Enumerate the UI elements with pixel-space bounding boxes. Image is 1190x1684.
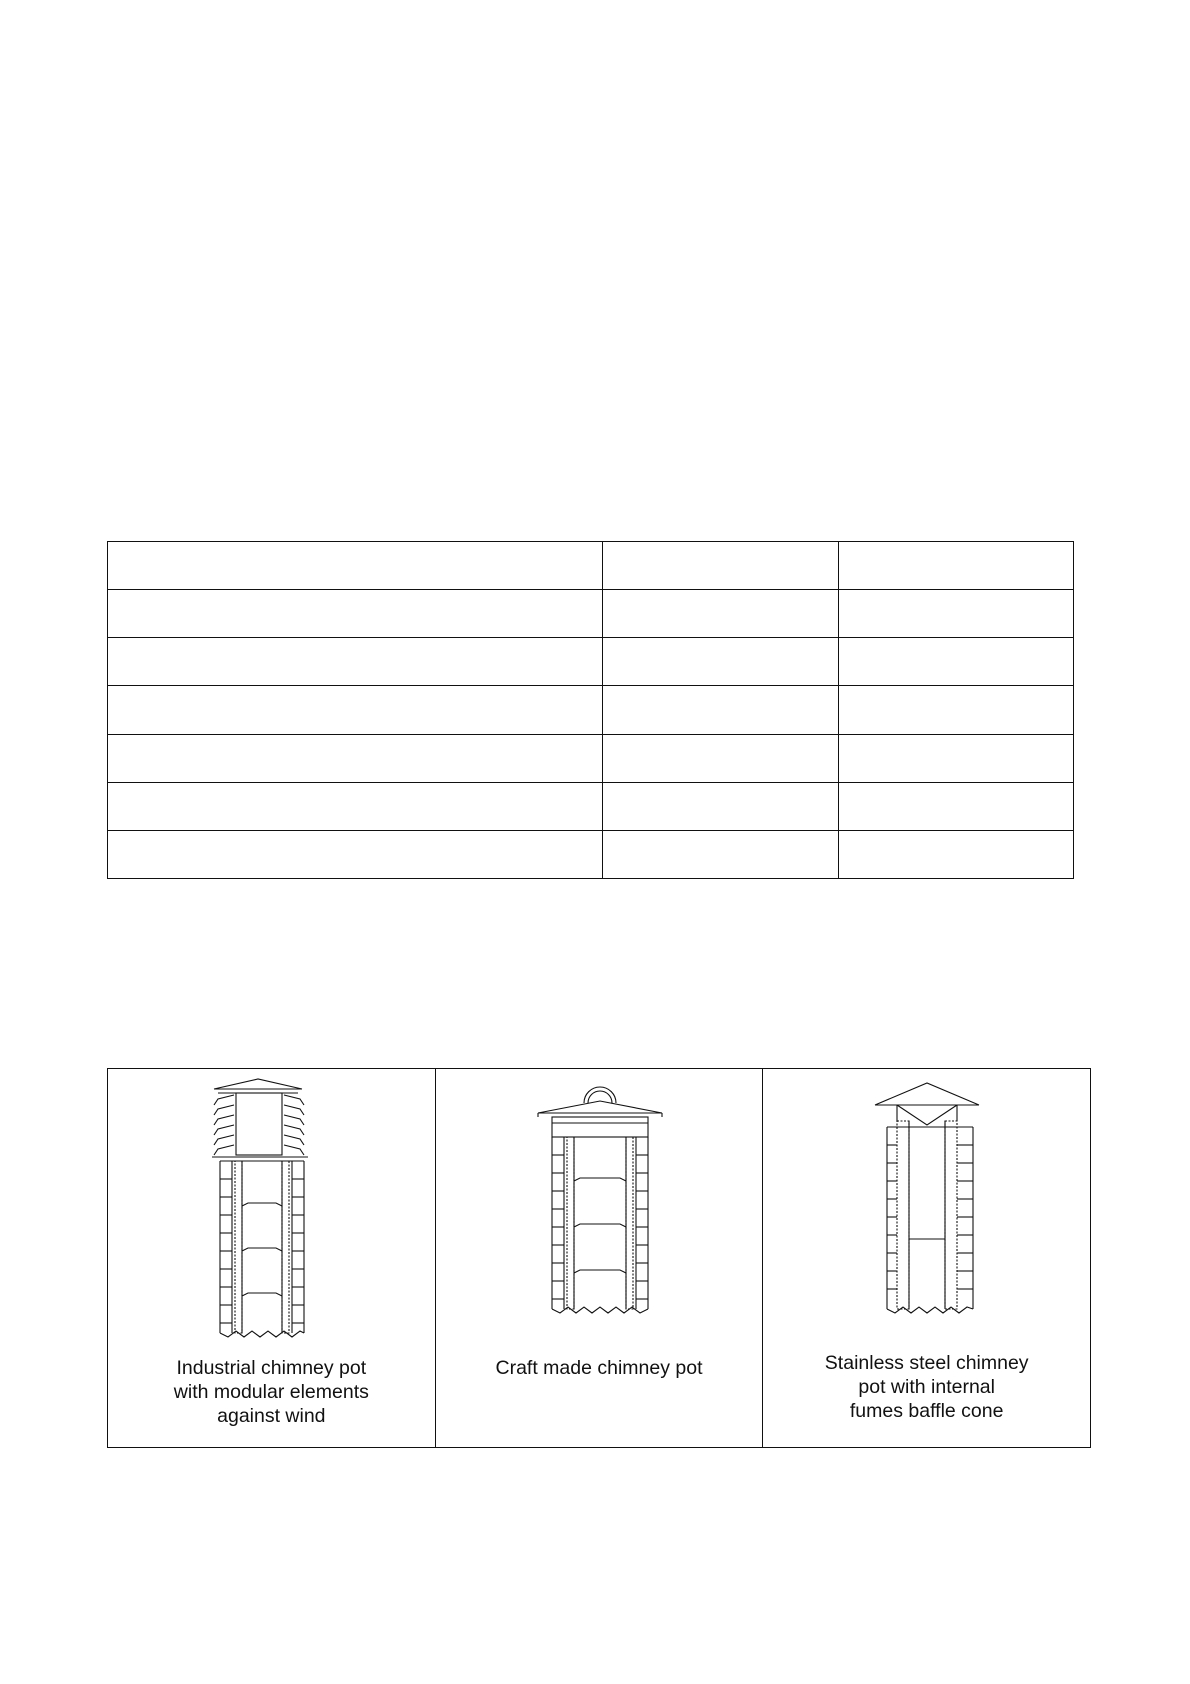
table-cell bbox=[839, 542, 1074, 590]
table-row bbox=[108, 830, 1074, 878]
table-cell bbox=[603, 590, 839, 638]
figure-caption-industrial: Industrial chimney pot with modular elements against wind bbox=[173, 1357, 369, 1427]
figure-cell-craft bbox=[435, 1069, 763, 1447]
table-cell bbox=[603, 542, 839, 590]
table-cell bbox=[603, 686, 839, 734]
table-cell bbox=[839, 590, 1074, 638]
figure-cell-industrial bbox=[108, 1069, 435, 1447]
figure-caption-stainless: Stainless steel chimney pot with internal fumes baffle cone bbox=[824, 1352, 1029, 1422]
table-row bbox=[108, 782, 1074, 830]
table-cell bbox=[108, 830, 603, 878]
chimney-pot-figure-panel bbox=[107, 1068, 1091, 1448]
craft-chimney-pot-drawing bbox=[436, 1069, 764, 1449]
table-row bbox=[108, 542, 1074, 590]
table-row bbox=[108, 686, 1074, 734]
table-cell bbox=[108, 590, 603, 638]
figure-cell-stainless bbox=[762, 1069, 1090, 1447]
table-cell bbox=[839, 782, 1074, 830]
table-cell bbox=[839, 686, 1074, 734]
table-cell bbox=[603, 734, 839, 782]
table-cell bbox=[108, 782, 603, 830]
table-cell bbox=[108, 638, 603, 686]
table-cell bbox=[839, 734, 1074, 782]
table-cell bbox=[108, 686, 603, 734]
empty-data-table bbox=[107, 541, 1074, 879]
table-cell bbox=[108, 542, 603, 590]
table-row bbox=[108, 590, 1074, 638]
table-cell bbox=[839, 638, 1074, 686]
table-cell bbox=[603, 782, 839, 830]
table-cell bbox=[603, 638, 839, 686]
figure-caption-craft: Craft made chimney pot bbox=[495, 1357, 703, 1379]
table-row bbox=[108, 734, 1074, 782]
table-row bbox=[108, 638, 1074, 686]
table-cell bbox=[839, 830, 1074, 878]
table-cell bbox=[108, 734, 603, 782]
table-cell bbox=[603, 830, 839, 878]
